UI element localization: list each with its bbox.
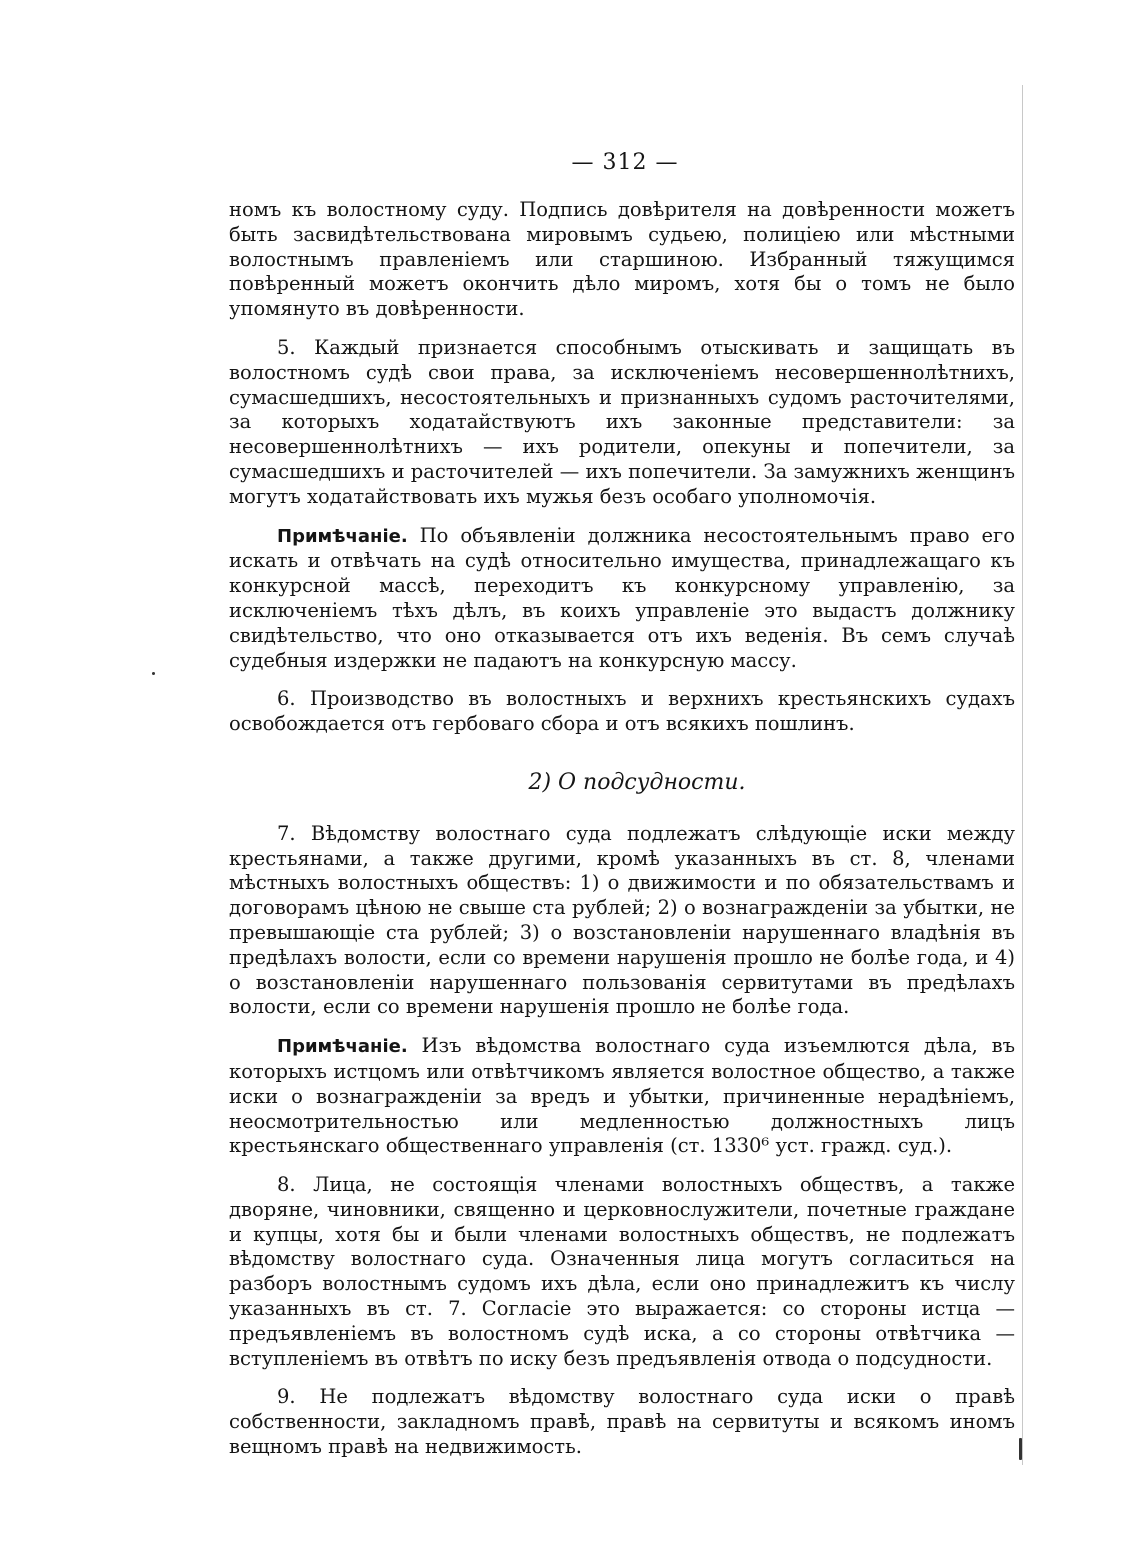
- scan-margin-line: [1022, 85, 1023, 1465]
- document-body: [229, 198, 1015, 1460]
- section-heading: 2) О подсудности.: [528, 769, 746, 795]
- paragraph-9: 9. Не подлежатъ вѣдомству волостнаго суда иски о правѣ собственности, закладномъ правѣ, правѣ на сервитуты и всякомъ иномъ вещномъ правѣ на недвижимость.: [229, 1385, 1015, 1459]
- scan-speck: [1019, 1438, 1022, 1460]
- paragraph-6: 6. Производство въ волостныхъ и верхнихъ крестьянскихъ судахъ освобождается отъ гербоваго сбора и отъ всякихъ пошлинъ.: [229, 687, 1015, 736]
- paragraph-7: 7. Вѣдомству волостнаго суда подлежатъ слѣдующiе иски между крестьянами, а также другими, кромѣ указанныхъ въ ст. 8, членами мѣстныхъ волостныхъ обществъ: 1) о движимости и по обязательствамъ и договорамъ цѣною не свыше ста рублей; 2) о вознагражденiи за убытки, не превышающiе ста рублей; 3) о возстановленiи нарушеннаго владѣнiя въ предѣлахъ волости, если со времени нарушенiя прошло не болѣе года, и 4) о возстановленiи нарушеннаго пользованiя сервитутами въ предѣлахъ волости, если со времени нарушенiя прошло не болѣе года.: [229, 821, 1015, 1019]
- paragraph-8: 8. Лица, не состоящiя членами волостныхъ обществъ, а также дворяне, чиновники, священно и церковнослужители, почетные граждане и купцы, хотя бы и были членами волостныхъ обществъ, не подлежатъ вѣдомству волостнаго суда. Означенныя лица могутъ согласиться на разборъ волостнымъ судомъ ихъ дѣла, если оно принадлежитъ къ числу указанныхъ въ ст. 7. Согласiе это выражается: со стороны истца — предъявленiемъ въ волостномъ судѣ иска, а со стороны отвѣтчика — вступленiемъ въ отвѣтъ по иску безъ предъявленiя отвода о подсудности.: [229, 1173, 1015, 1370]
- note-2-label: Примѣчанiе.: [277, 1036, 408, 1058]
- note-1-label: Примѣчанiе.: [277, 525, 408, 547]
- note-1-text: По объявленiи должника несостоятельнымъ право его искать и отвѣчать на судѣ относительно имущества, принадлежащаго къ конкурсной массѣ, переходитъ къ конкурсному управленiю, за исключенiемъ тѣхъ дѣлъ, въ коихъ управленiе это выдастъ должнику свидѣтельство, что оно отказывается отъ ихъ веденiя. Въ семъ случаѣ судебныя издержки не падаютъ на конкурсную массу.: [229, 523, 1015, 672]
- paragraph-5: 5. Каждый признается способнымъ отыскивать и защищать въ волостномъ судѣ свои права, за исключенiемъ несовершеннолѣтнихъ, сумасшедшихъ, несостоятельныхъ и признанныхъ судомъ расточителями, за которыхъ ходатайствуютъ ихъ законные представители: за несовершеннолѣтнихъ — ихъ родители, опекуны и попечители, за сумасшедшихъ и расточителей — ихъ попечители. За замужнихъ женщинъ могутъ ходатайствовать ихъ мужья безъ особаго уполномочiя.: [229, 335, 1015, 508]
- paragraph-intro: номъ къ волостному суду. Подпись довѣрителя на довѣренности можетъ быть засвидѣтельствована мировымъ судьею, полицiею или мѣстными волостнымъ правленiемъ или старшиною. Избранный тяжущимся повѣренный можетъ окончить дѣло миромъ, хотя бы о томъ не было упомянуто въ довѣренности.: [229, 198, 1015, 321]
- note-1: [229, 524, 1015, 674]
- note-2-text: Изъ вѣдомства волостнаго суда изъемлются дѣла, въ которыхъ истцомъ или отвѣтчикомъ является волостное общество, а также иски о вознагражденiи за вредъ и убытки, причиненные нерадѣнiемъ, неосмотрительностью или медленностью должностныхъ лицъ крестьянскаго общественнаго управленiя (ст. 1330⁶ уст. гражд. суд.).: [229, 1034, 1015, 1158]
- note-2: [229, 1034, 1015, 1159]
- scan-speck: [152, 672, 155, 675]
- page-number: — 312 —: [571, 150, 679, 175]
